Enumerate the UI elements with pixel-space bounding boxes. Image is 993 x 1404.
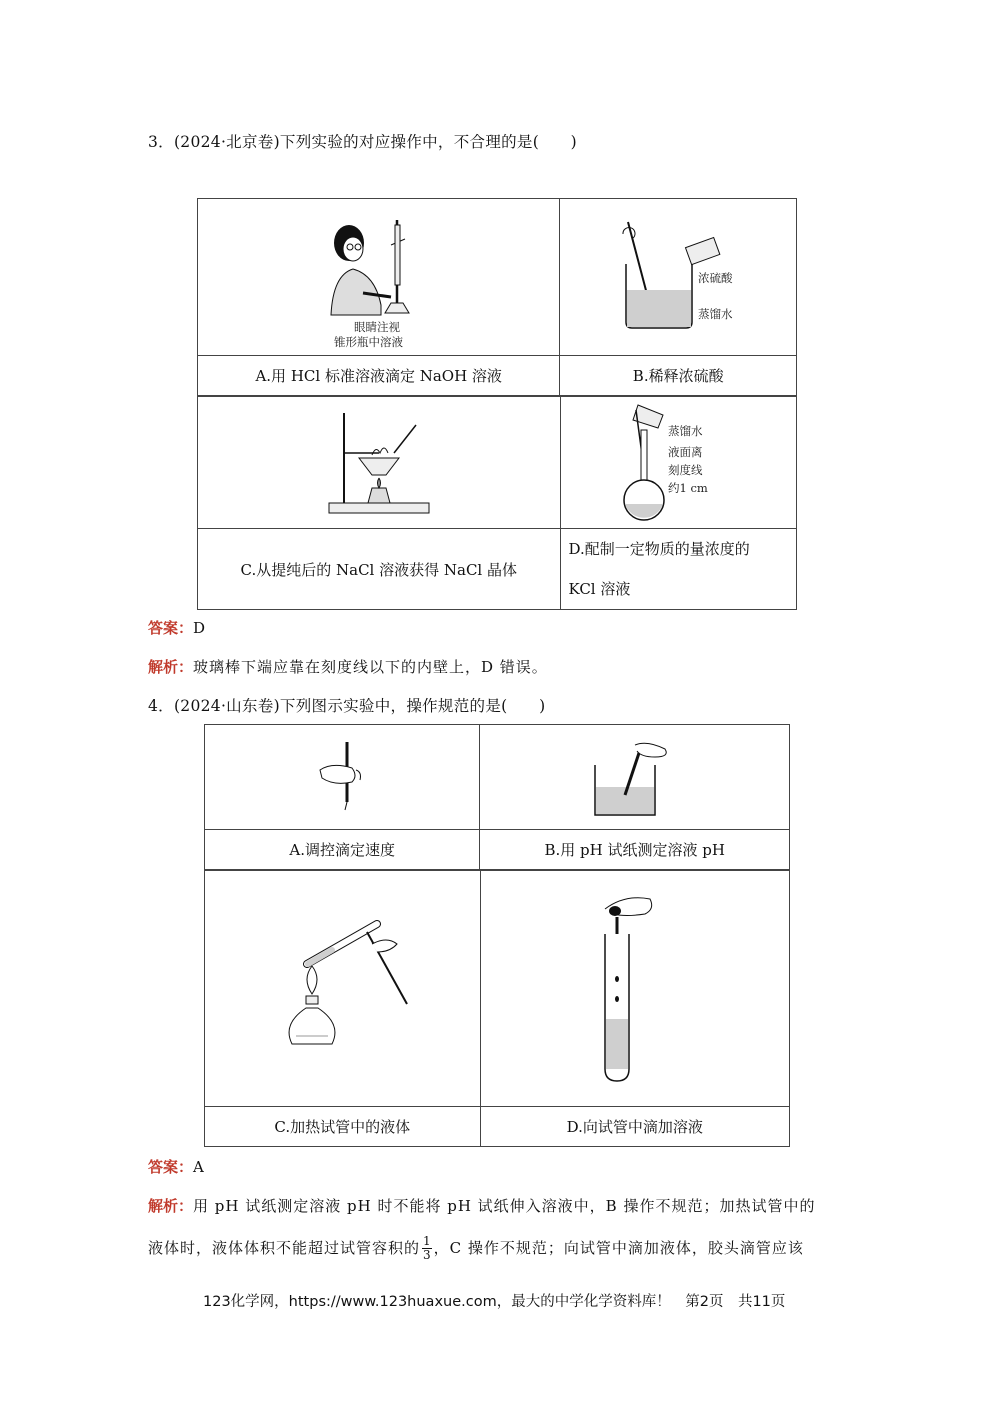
explanation-label: 解析： [148, 1197, 194, 1215]
answer-value: A [193, 1158, 204, 1176]
q4-caption-a: A.调控滴定速度 [205, 830, 480, 870]
fig-a-label-1: 眼睛注视 [353, 319, 400, 334]
q4-caption-c: C.加热试管中的液体 [205, 1107, 481, 1147]
dropper-tube-figure [595, 889, 675, 1089]
q3-figure-c [198, 397, 561, 529]
q3-options-table-2 [197, 396, 797, 610]
fig-d-label-1: 蒸馏水 [668, 424, 703, 438]
ph-paper-figure [585, 735, 685, 820]
heating-tube-figure [272, 904, 412, 1074]
q4-options-table [204, 724, 790, 870]
fraction-numerator: 1 [423, 1234, 431, 1248]
volumetric-flask-figure [608, 400, 748, 525]
fig-b-label-1: 浓硫酸 [698, 271, 733, 285]
answer-label: 答案： [148, 1158, 194, 1176]
question-3-title: 3．(2024·北京卷)下列实验的对应操作中，不合理的是( ) [148, 133, 578, 151]
q4-figure-c [205, 871, 481, 1107]
explanation-text: 用 pH 试纸测定溶液 pH 时不能将 pH 试纸伸入溶液中，B 操作不规范；加热试管中的 [193, 1197, 816, 1215]
q3-caption-d-line1: D.配制一定物质的量浓度的 [568, 540, 750, 558]
q3-figure-d [560, 397, 796, 529]
q3-caption-d [560, 529, 796, 610]
q4-explanation-line2 [148, 1235, 804, 1262]
titration-figure [319, 205, 439, 350]
evaporation-figure [324, 403, 434, 523]
fig-d-label-3: 刻度线 [668, 463, 703, 477]
q4-figure-d [480, 871, 789, 1107]
q4-figure-a [205, 725, 480, 830]
fraction [422, 1235, 432, 1262]
q3-figure-b [560, 199, 797, 356]
answer-label: 答案： [148, 619, 194, 637]
q4-figure-b [480, 725, 790, 830]
q3-options-table [197, 198, 797, 396]
q4-caption-b: B.用 pH 试纸测定溶液 pH [480, 830, 790, 870]
explanation-text-2b: ，C 操作不规范；向试管中滴加液体，胶头滴管应该 [433, 1239, 804, 1257]
q4-explanation-line1 [148, 1195, 815, 1216]
fig-d-label-2: 液面离 [668, 445, 703, 459]
question-4-title: 4．(2024·山东卷)下列图示实验中，操作规范的是( ) [148, 697, 546, 715]
q3-figure-a [198, 199, 560, 356]
page-footer: 123化学网，https://www.123huaxue.com，最大的中学化学资料库！ 第2页 共11页 [203, 1294, 786, 1310]
answer-value: D [193, 619, 206, 637]
explanation-text-2a: 液体时，液体体积不能超过试管容积的 [148, 1239, 421, 1257]
q3-caption-b: B.稀释浓硫酸 [560, 356, 797, 396]
dilution-figure [598, 212, 758, 342]
explanation-text: 玻璃棒下端应靠在刻度线以下的内壁上，D 错误。 [193, 658, 548, 676]
q3-explanation [148, 656, 548, 677]
q4-caption-d: D.向试管中滴加溶液 [480, 1107, 789, 1147]
explanation-label: 解析： [148, 658, 194, 676]
fig-b-label-2: 蒸馏水 [698, 307, 733, 321]
q3-caption-a: A.用 HCl 标准溶液滴定 NaOH 溶液 [198, 356, 560, 396]
q3-caption-c: C.从提纯后的 NaCl 溶液获得 NaCl 晶体 [198, 529, 561, 610]
q3-caption-d-line2: KCl 溶液 [568, 580, 631, 598]
burette-control-figure [312, 742, 372, 812]
q3-answer [148, 617, 205, 638]
q4-options-table-2 [204, 870, 790, 1147]
fraction-denominator: 3 [423, 1248, 431, 1262]
fig-d-label-4: 约1 cm [668, 481, 709, 495]
fig-a-label-2: 锥形瓶中溶液 [333, 334, 403, 349]
q4-answer [148, 1156, 204, 1177]
